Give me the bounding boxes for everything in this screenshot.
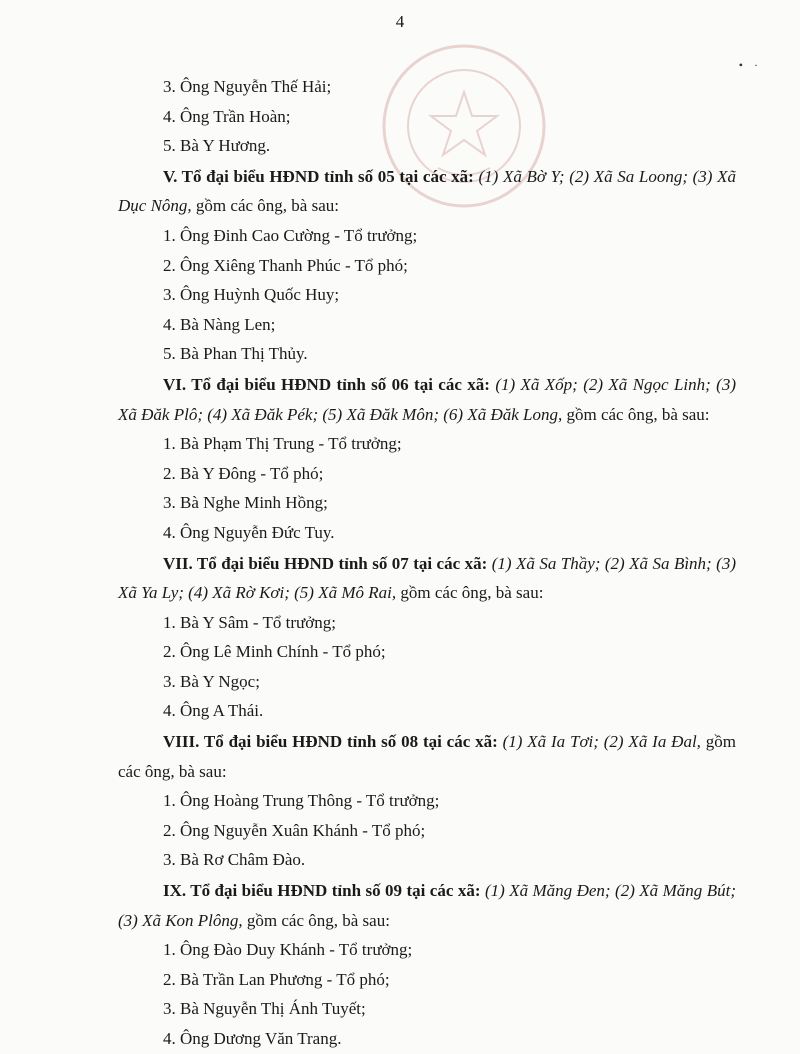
member-item: 2. Ông Nguyễn Xuân Khánh - Tổ phó; — [163, 820, 426, 840]
member-item: 1. Bà Phạm Thị Trung - Tổ trưởng; — [163, 434, 402, 454]
member-item: 2. Ông Xiêng Thanh Phúc - Tổ phó; — [163, 255, 408, 275]
section-suffix: gồm các ông, bà sau: — [566, 404, 710, 424]
sections-list — [118, 162, 736, 1054]
member-item: 3. Bà Nghe Minh Hồng; — [163, 493, 328, 513]
list-item: 4. Ông Trần Hoàn; — [163, 106, 291, 126]
member-item: 3. Bà Nguyễn Thị Ánh Tuyết; — [163, 999, 366, 1019]
section-title: VI. Tổ đại biểu HĐND tỉnh số 06 tại các xã: — [163, 374, 490, 394]
section-communes: (1) Xã Bờ Y; (2) Xã Sa Loong; (3) Xã Dục Nông, — [118, 166, 737, 216]
member-item: 1. Bà Y Sâm - Tổ trưởng; — [163, 612, 336, 632]
member-item: 2. Bà Y Đông - Tổ phó; — [163, 463, 324, 483]
member-item: 1. Ông Hoàng Trung Thông - Tổ trưởng; — [163, 791, 440, 811]
member-item: 4. Ông Nguyễn Đức Tuy. — [163, 522, 335, 542]
member-item: 5. Bà Phan Thị Thủy. — [163, 344, 308, 364]
list-item: 5. Bà Y Hương. — [163, 136, 271, 156]
section-heading — [118, 162, 736, 221]
section-heading — [118, 876, 736, 935]
section-communes: (1) Xã Măng Đen; (2) Xã Măng Bút; (3) Xã Kon Plông, — [118, 881, 736, 930]
section-title: VII. Tổ đại biểu HĐND tỉnh số 07 tại các xã: — [163, 553, 488, 573]
section-communes: (1) Xã Xốp; (2) Xã Ngọc Linh; (3) Xã Đăk Plô; (4) Xã Đăk Pék; (5) Xã Đăk Môn; (6) Xã Đăk Long, — [118, 374, 736, 424]
list-item: 3. Ông Nguyễn Thế Hải; — [163, 77, 332, 96]
document-body — [118, 72, 736, 1054]
section-suffix: gồm các ông, bà sau: — [195, 196, 339, 216]
member-item: 2. Ông Lê Minh Chính - Tổ phó; — [163, 642, 386, 662]
section-heading — [118, 370, 736, 429]
member-item: 3. Bà Y Ngọc; — [163, 671, 260, 691]
member-item: 1. Ông Đào Duy Khánh - Tổ trưởng; — [163, 940, 413, 960]
section-title: V. Tổ đại biểu HĐND tỉnh số 05 tại các xã: — [163, 166, 474, 186]
section-suffix: gồm các ông, bà sau: — [246, 910, 390, 930]
section-title: IX. Tổ đại biểu HĐND tỉnh số 09 tại các xã: — [163, 881, 481, 901]
member-item: 3. Ông Huỳnh Quốc Huy; — [163, 285, 340, 305]
page-number: 4 — [395, 12, 405, 31]
member-item: 1. Ông Đinh Cao Cường - Tổ trưởng; — [163, 225, 418, 245]
section-title: VIII. Tổ đại biểu HĐND tỉnh số 08 tại các xã: — [163, 732, 498, 752]
intro-list — [118, 72, 736, 161]
scan-specks: • · — [738, 58, 762, 72]
section-heading — [118, 727, 736, 786]
member-item: 4. Bà Nàng Len; — [163, 314, 276, 334]
section-suffix: gồm các ông, bà sau: — [400, 583, 544, 603]
section-heading — [118, 549, 736, 608]
member-item: 4. Ông Dương Văn Trang. — [163, 1029, 342, 1048]
section-suffix: gồm các ông, bà sau: — [118, 732, 736, 781]
section-communes: (1) Xã Sa Thầy; (2) Xã Sa Bình; (3) Xã Ya Ly; (4) Xã Rờ Kơi; (5) Xã Mô Rai, — [118, 553, 736, 603]
member-item: 4. Ông A Thái. — [163, 701, 264, 721]
member-item: 3. Bà Rơ Châm Đào. — [163, 850, 306, 870]
section-communes: (1) Xã Ia Tơi; (2) Xã Ia Đal, — [502, 732, 701, 752]
member-item: 2. Bà Trần Lan Phương - Tổ phó; — [163, 969, 390, 989]
